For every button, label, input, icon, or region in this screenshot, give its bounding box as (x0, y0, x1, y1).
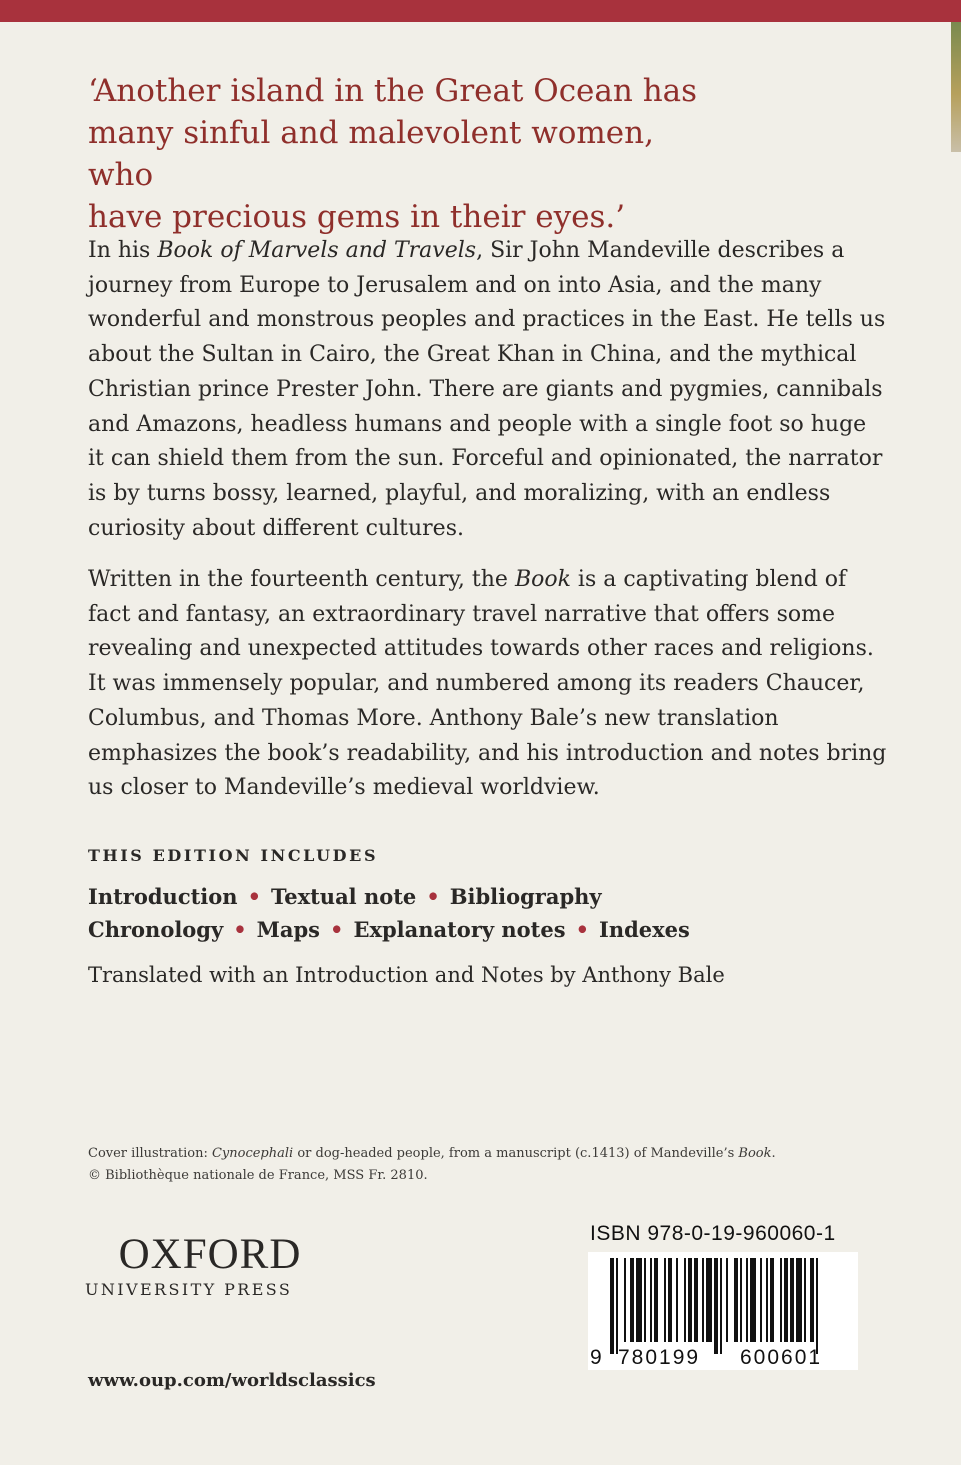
book-title-italic: Book (514, 567, 571, 592)
barcode-bar (706, 1258, 712, 1342)
barcode-bar (804, 1258, 806, 1342)
cover-illustration-credit (88, 1143, 848, 1187)
barcode-digits-left: 780199 (618, 1346, 701, 1369)
book-title-italic: Book of Marvels and Travels (157, 238, 477, 263)
includes-item: Chronology (88, 917, 224, 942)
copyright-line: © Bibliothèque nationale de France, MSS Fr. 2810. (88, 1168, 428, 1183)
bullet-separator: • (575, 917, 589, 942)
barcode-bar (746, 1258, 748, 1342)
barcode-bar (694, 1258, 698, 1342)
barcode-bar (770, 1258, 774, 1342)
includes-item: Introduction (88, 884, 238, 909)
includes-item: Textual note (271, 884, 417, 909)
credit-italic: Cynocephali (211, 1146, 294, 1161)
publisher-name: OXFORD (118, 1231, 302, 1278)
barcode-bar (684, 1258, 686, 1342)
oxford-logo (80, 1232, 340, 1312)
barcode-bar (784, 1258, 788, 1342)
pull-quote-line: have precious gems in their eyes.’ (88, 199, 626, 235)
description-paragraph-2 (88, 563, 888, 806)
description-paragraph-1 (88, 234, 888, 546)
barcode-bar (650, 1258, 652, 1342)
barcode-digits-right: 600601 (740, 1346, 823, 1369)
pull-quote (88, 70, 728, 238)
includes-item: Bibliography (449, 884, 602, 909)
barcode-bar (720, 1258, 722, 1354)
includes-item: Maps (256, 917, 320, 942)
barcode-bar (676, 1258, 678, 1342)
barcode-bar (780, 1258, 782, 1342)
bullet-separator: • (233, 917, 247, 942)
barcode-bar (740, 1258, 742, 1342)
pull-quote-line: ‘Another island in the Great Ocean has (88, 73, 698, 109)
barcode-bar (726, 1258, 728, 1342)
barcode-bar (630, 1258, 634, 1342)
barcode-bar (624, 1258, 626, 1342)
barcode-graphic (588, 1252, 858, 1370)
barcode-bar (790, 1258, 794, 1342)
barcode-bar (654, 1258, 658, 1342)
paragraph-text: In his (88, 238, 158, 263)
top-color-band (0, 0, 961, 22)
includes-item: Indexes (599, 917, 690, 942)
barcode-bar (702, 1258, 704, 1342)
paragraph-text: is a captivating blend of fact and fantasy, an extraordinary travel narrative that offers some revealing and unexpected attitudes towards other races and religions. It was immensely popular, and numbered among its readers Chaucer, Columbus, and Thomas More. Anthony Bale’s new translation emphasizes the book’s readability, and his introduction and notes bring us closer to Mandeville’s medieval worldview. (88, 567, 887, 801)
website-link[interactable]: www.oup.com/worldsclassics (88, 1370, 376, 1391)
credit-text: Cover illustration: (88, 1146, 212, 1161)
translator-credit: Translated with an Introduction and Notes by Anthony Bale (88, 963, 725, 987)
cover-edge-strip (951, 22, 961, 152)
barcode-digit-first: 9 (590, 1346, 602, 1369)
barcode-bar (644, 1258, 646, 1342)
bullet-separator: • (247, 884, 261, 909)
paragraph-text: Written in the fourteenth century, the (88, 567, 515, 592)
credit-text: . (771, 1146, 776, 1161)
credit-text: or dog-headed people, from a manuscript (c.1413) of Mandeville’s (293, 1146, 739, 1161)
barcode-bar (610, 1258, 614, 1354)
barcode-bar (766, 1258, 768, 1342)
barcode-bar (668, 1258, 672, 1342)
barcode-bar (734, 1258, 738, 1342)
barcode-bar (760, 1258, 762, 1342)
barcode-bar (750, 1258, 756, 1342)
includes-item: Explanatory notes (353, 917, 566, 942)
barcode-bar (816, 1258, 818, 1354)
edition-includes-list (88, 880, 788, 946)
barcode-bar (714, 1258, 718, 1354)
includes-line-2 (88, 913, 788, 946)
barcode-bar (636, 1258, 642, 1342)
bullet-separator: • (330, 917, 344, 942)
credit-italic: Book (738, 1146, 772, 1161)
barcode-bars (610, 1258, 818, 1354)
edition-heading: THIS EDITION INCLUDES (88, 846, 379, 865)
paragraph-text: , Sir John Mandeville describes a journey from Europe to Jerusalem and on into Asia, and the many wonderful and monstrous peoples and practices in the East. He tells us about the Sultan in Cairo, the Great Khan in China, and the mythical Christian prince Prester John. There are giants and pygmies, cannibals and Amazons, headless humans and people with a single foot so huge it can shield them from the sun. Forceful and opinionated, the narrator is by turns bossy, learned, playful, and moralizing, with an endless curiosity about different cultures. (88, 238, 886, 541)
includes-line-1 (88, 880, 788, 913)
barcode-bar (664, 1258, 666, 1342)
barcode-bar (688, 1258, 692, 1342)
pull-quote-line: many sinful and malevolent women, who (88, 115, 654, 193)
publisher-subtitle: UNIVERSITY PRESS (85, 1280, 293, 1299)
barcode (588, 1252, 858, 1370)
bullet-separator: • (426, 884, 440, 909)
isbn-label: ISBN 978-0-19-960060-1 (590, 1222, 836, 1245)
barcode-bar (616, 1258, 618, 1354)
barcode-bar (796, 1258, 802, 1342)
barcode-bar (810, 1258, 814, 1342)
